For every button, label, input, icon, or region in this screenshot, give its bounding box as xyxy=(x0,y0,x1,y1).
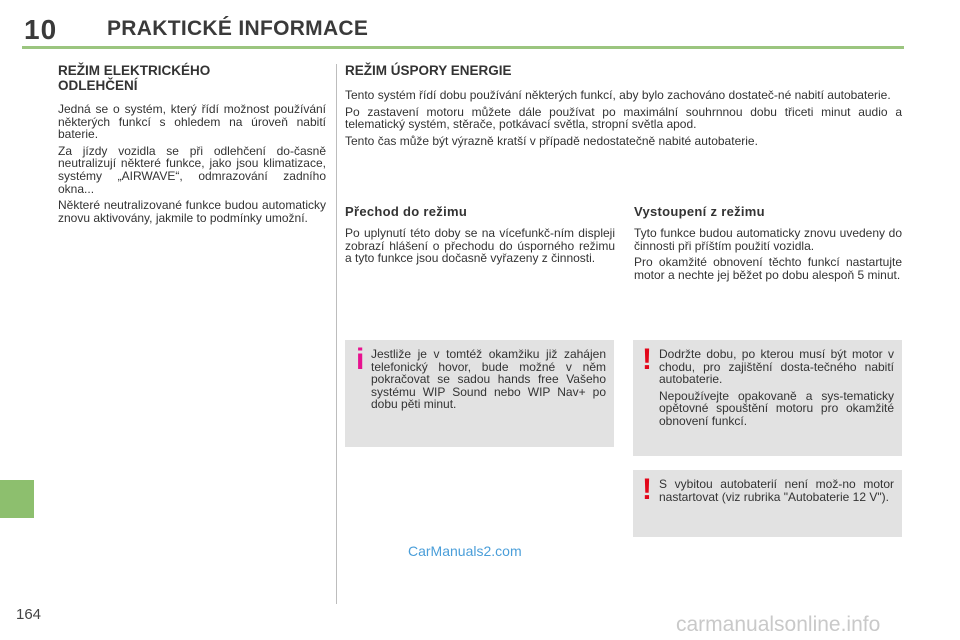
warning-note xyxy=(633,340,902,456)
paragraph: Některé neutralizované funkce budou automaticky znovu aktivovány, jakmile to podmínky umožní. xyxy=(58,198,326,225)
paragraph: Tyto funkce budou automaticky znovu uvedeny do činnosti při příštím použití vozidla. xyxy=(634,226,902,253)
page-title: PRAKTICKÉ INFORMACE xyxy=(107,17,369,40)
chapter-number: 10 xyxy=(24,14,58,45)
paragraph: Pro okamžité obnovení těchto funkcí nastartujte motor a nechte jej běžet po dobu alespoň 5 minut. xyxy=(634,255,902,282)
subheading-entry: Přechod do režimu xyxy=(345,204,468,219)
info-icon: i xyxy=(356,343,365,376)
page-number: 164 xyxy=(16,606,42,623)
exit-mode-section xyxy=(634,204,902,285)
warning-icon: ! xyxy=(642,343,652,376)
warning-note xyxy=(633,470,902,537)
note-text: Dodržte dobu, po kterou musí být motor v chodu, pro zajištění dosta-tečného nabití autobaterie. xyxy=(659,347,894,387)
warning-icon: ! xyxy=(642,473,652,506)
subheading-exit: Vystoupení z režimu xyxy=(634,204,765,219)
watermark-carmanualsonline: carmanualsonline.info xyxy=(676,613,881,636)
paragraph: Tento systém řídí dobu používání některých funkcí, aby bylo zachováno dostateč-né nabití autobaterie. xyxy=(345,88,891,102)
note-text: Jestliže je v tomtéž okamžiku již zahájen telefonický hovor, bude možné v něm pokračovat se sadou hands free Vašeho systému WIP Sound nebo WIP Nav+ po dobu pěti minut. xyxy=(371,347,606,412)
energy-saving-section xyxy=(345,63,902,151)
paragraph: Za jízdy vozidla se při odlehčení do-časně neutralizují některé funkce, jako jsou klimatizace, systémy „AIRWAVE“, odmrazování zadního okna... xyxy=(58,143,326,196)
watermark-carmanuals2: CarManuals2.com xyxy=(408,543,522,559)
column-divider xyxy=(336,64,337,604)
chapter-side-tab xyxy=(0,480,34,518)
note-text: Nepoužívejte opakovaně a sys-tematicky opětovné spouštění motoru pro okamžité obnovení funkcí. xyxy=(659,388,894,428)
section-heading-electric-relief: REŽIM ELEKTRICKÉHO ODLEHČENÍ xyxy=(58,63,211,93)
paragraph: Po zastavení motoru můžete dále používat po maximální souhrnnou dobu třiceti minut audio a telematický systém, stěrače, potkávací světla, stropní světla apod. xyxy=(345,104,902,132)
paragraph: Tento čas může být výrazně kratší v případě nedostatečně nabité autobaterie. xyxy=(345,133,758,148)
paragraph: Po uplynutí této doby se na vícefunkč-ním displeji zobrazí hlášení o přechodu do úsporného režimu a tyto funkce jsou dočasně vyřazeny z činnosti. xyxy=(345,226,615,266)
info-note xyxy=(345,340,614,447)
note-text: S vybitou autobaterií není mož-no motor nastartovat (viz rubrika "Autobaterie 12 V"). xyxy=(659,477,894,504)
left-column xyxy=(58,63,326,228)
header-rule xyxy=(22,46,904,49)
entry-mode-section xyxy=(345,204,615,269)
paragraph: Jedná se o systém, který řídí možnost používání některých funkcí s ohledem na úroveň nabití baterie. xyxy=(58,102,326,142)
section-heading-energy-saving: REŽIM ÚSPORY ENERGIE xyxy=(345,63,512,78)
